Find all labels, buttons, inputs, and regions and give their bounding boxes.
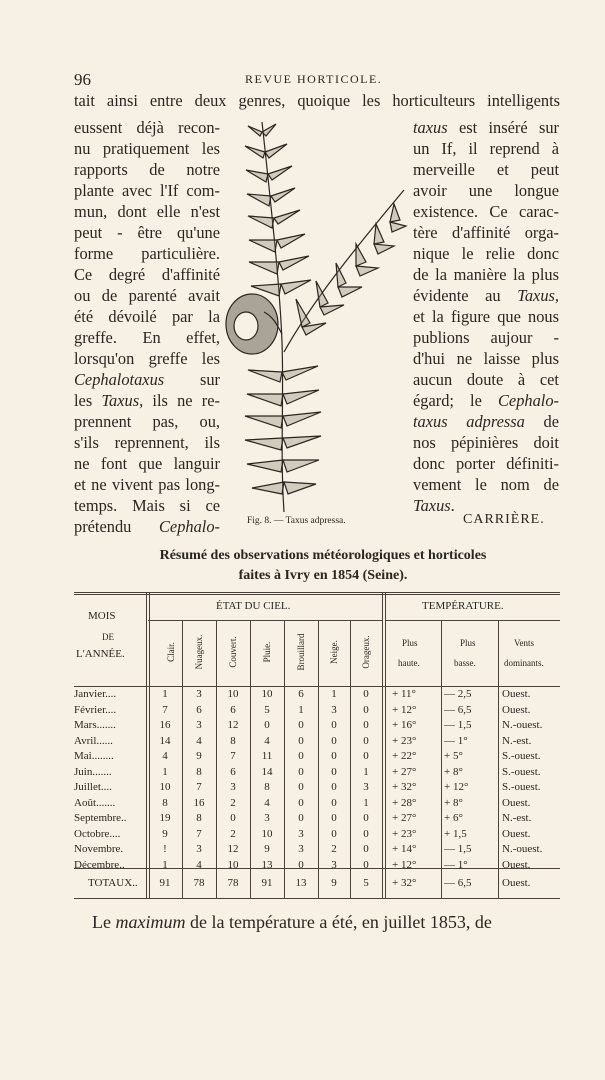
row-high-temp: + 12° [392, 858, 417, 871]
row-sky-value: 6 [196, 703, 202, 716]
left-line: s'ils reprennent, ils [74, 433, 220, 452]
col-orageux: Orageux. [361, 635, 371, 669]
row-sky-value: 0 [298, 719, 304, 731]
right-line: de la manière la plus [413, 265, 559, 284]
row-sky-value: 1 [363, 796, 369, 809]
right-line: publions aujour - [413, 328, 559, 347]
row-sky-value: 9 [264, 843, 270, 855]
row-sky-value: 7 [196, 827, 202, 840]
row-sky-value: ! [163, 843, 167, 855]
row-sky-value: 10 [227, 688, 239, 700]
totals-low-temp: — 6,5 [444, 877, 472, 889]
row-sky-value: 1 [162, 858, 168, 871]
right-line: et la figure que nous [413, 307, 559, 326]
summary-title [88, 546, 558, 586]
col-vents-2: dominants. [504, 658, 544, 668]
row-sky-value: 8 [196, 812, 202, 824]
totals-label: TOTAUX.. [88, 877, 138, 889]
temperature-header: TEMPÉRATURE. [422, 600, 504, 612]
right-line: évidente au Taxus, [413, 286, 559, 305]
emphasis-maximum: maximum [115, 912, 186, 932]
row-sky-value: 12 [227, 719, 239, 731]
etat-du-ciel-header: ÉTAT DU CIEL. [216, 600, 291, 612]
row-sky-value: 0 [331, 765, 337, 778]
row-sky-value: 0 [298, 781, 304, 793]
body-line: tait ainsi entre deux genres, quoique les horticulteurs intelligents [74, 91, 560, 110]
row-sky-value: 14 [261, 765, 273, 778]
row-month: Septembre.. [74, 812, 127, 824]
col-basse-1: Plus [460, 638, 476, 648]
mois-header-2: DE [102, 632, 114, 642]
row-sky-value: 0 [298, 765, 304, 778]
row-sky-value: 3 [196, 719, 202, 731]
row-low-temp: + 5° [444, 750, 463, 762]
right-line: nos pépinières doit [413, 433, 559, 452]
row-sky-value: 0 [298, 750, 304, 762]
figure-caption: Fig. 8. — Taxus adpressa. [247, 516, 346, 526]
row-month: Novembre. [74, 843, 124, 855]
body-line-bottom: Le maximum de la température a été, en juillet 1853, de [92, 912, 492, 932]
running-title: REVUE HORTICOLE. [245, 72, 383, 86]
row-wind: S.-ouest. [502, 781, 541, 793]
left-line: Cephalotaxus sur [74, 370, 220, 389]
left-line: mun, dont elle n'est [74, 202, 220, 221]
row-low-temp: + 1,5 [444, 827, 467, 840]
row-wind: Ouest. [502, 858, 531, 871]
right-line: avoir une longue [413, 181, 559, 200]
mois-header-1: MOIS [88, 610, 116, 622]
row-month: Juillet.... [74, 781, 112, 793]
row-sky-value: 8 [230, 734, 236, 747]
author-signature: CARRIÈRE. [463, 512, 545, 527]
totals-sky-value: 91 [159, 877, 171, 889]
row-sky-value: 14 [159, 734, 171, 747]
row-sky-value: 3 [264, 812, 270, 824]
row-sky-value: 0 [331, 827, 337, 840]
row-sky-value: 4 [264, 734, 270, 747]
row-sky-value: 6 [230, 703, 236, 716]
row-sky-value: 3 [196, 843, 202, 855]
row-sky-value: 16 [193, 796, 205, 809]
row-sky-value: 0 [331, 719, 337, 731]
row-month: Octobre.... [74, 827, 121, 840]
row-sky-value: 1 [162, 688, 168, 700]
row-sky-value: 8 [196, 765, 202, 778]
row-sky-value: 0 [331, 812, 337, 824]
row-sky-value: 2 [331, 843, 337, 855]
left-line: et ne vivent pas long- [74, 475, 220, 494]
right-line: vement le nom de [413, 475, 559, 494]
row-month: Décembre.. [74, 858, 125, 871]
left-line: prennent pas, ou, [74, 412, 220, 431]
row-high-temp: + 16° [392, 719, 417, 731]
right-line: nique le relie donc [413, 244, 559, 263]
row-sky-value: 2 [230, 827, 236, 840]
left-line: nu pratiquement les [74, 139, 220, 158]
page-number: 96 [74, 70, 91, 89]
row-month: Mai........ [74, 750, 114, 762]
right-line: aucun doute à cet [413, 370, 559, 389]
row-wind: N.-est. [502, 734, 532, 747]
right-line: d'hui ne laisse plus [413, 349, 559, 368]
row-sky-value: 0 [331, 734, 337, 747]
left-line: temps. Mais si ce [74, 496, 220, 515]
summary-title-line-1: Résumé des observations météorologiques et horticoles [159, 548, 487, 563]
row-wind: Ouest. [502, 827, 531, 840]
right-line: donc porter définiti- [413, 454, 559, 473]
row-sky-value: 0 [331, 796, 337, 809]
row-high-temp: + 12° [392, 703, 417, 716]
row-sky-value: 11 [261, 750, 273, 762]
row-month: Mars....... [74, 719, 116, 731]
row-month: Janvier.... [74, 688, 117, 700]
row-low-temp: — 1,5 [444, 843, 472, 855]
left-line: peut - être qu'une [74, 223, 220, 242]
row-sky-value: 10 [261, 827, 273, 840]
row-sky-value: 0 [363, 703, 369, 716]
row-low-temp: — 6,5 [444, 703, 472, 716]
row-wind: N.-est. [502, 812, 532, 824]
mois-header-3: L'ANNÉE. [76, 648, 125, 660]
row-sky-value: 0 [298, 812, 304, 824]
totals-sky-value: 5 [363, 877, 369, 889]
row-high-temp: + 22° [392, 750, 417, 762]
row-sky-value: 9 [162, 827, 168, 840]
row-sky-value: 5 [264, 703, 270, 716]
left-line: plante avec l'If com- [74, 181, 220, 200]
totals-sky-value: 78 [227, 877, 239, 889]
row-sky-value: 0 [298, 734, 304, 747]
col-haute-1: Plus [402, 638, 418, 648]
row-sky-value: 3 [298, 827, 304, 840]
row-sky-value: 13 [261, 858, 273, 871]
row-sky-value: 0 [331, 750, 337, 762]
row-sky-value: 0 [331, 781, 337, 793]
row-month: Avril...... [74, 734, 113, 747]
col-nuageux: Nuageux. [194, 634, 204, 670]
left-line: forme particulière. [74, 244, 220, 263]
row-sky-value: 1 [331, 688, 337, 700]
summary-title-line-2: faites à Ivry en 1854 (Seine). [238, 568, 408, 583]
row-sky-value: 0 [230, 812, 236, 824]
row-sky-value: 4 [162, 750, 168, 762]
left-line: ou de parenté avait [74, 286, 220, 305]
row-sky-value: 3 [196, 688, 202, 700]
row-high-temp: + 32° [392, 781, 417, 793]
row-month: Juin....... [74, 765, 112, 778]
row-sky-value: 6 [298, 688, 304, 700]
row-sky-value: 2 [230, 796, 236, 809]
taxus-branch-illustration [222, 112, 412, 514]
row-sky-value: 3 [331, 703, 337, 716]
row-low-temp: + 8° [444, 765, 463, 778]
row-sky-value: 19 [159, 812, 171, 824]
row-wind: Ouest. [502, 688, 531, 700]
row-sky-value: 0 [363, 843, 369, 855]
row-sky-value: 3 [331, 858, 337, 871]
row-high-temp: + 27° [392, 812, 417, 824]
weather-table [74, 592, 560, 900]
left-line: ne font que languir [74, 454, 220, 473]
row-sky-value: 7 [230, 750, 236, 762]
row-wind: N.-ouest. [502, 843, 543, 855]
right-line: un If, il reprend à [413, 139, 559, 158]
row-month: Février.... [74, 703, 117, 716]
row-low-temp: — 1° [444, 858, 468, 871]
row-high-temp: + 23° [392, 827, 417, 840]
left-line: rapports de notre [74, 160, 220, 179]
row-sky-value: 3 [230, 781, 236, 793]
row-wind: S.-ouest. [502, 750, 541, 762]
col-couvert: Couvert. [228, 636, 238, 668]
row-sky-value: 0 [363, 719, 369, 731]
row-sky-value: 9 [196, 750, 202, 762]
totals-wind: Ouest. [502, 877, 531, 889]
row-sky-value: 4 [196, 734, 202, 747]
row-wind: Ouest. [502, 796, 531, 809]
row-high-temp: + 11° [392, 688, 416, 700]
totals-high-temp: + 32° [392, 877, 417, 889]
totals-sky-value: 91 [261, 877, 273, 889]
row-low-temp: — 1,5 [444, 719, 472, 731]
right-line: Taxus. [413, 496, 455, 515]
row-high-temp: + 23° [392, 734, 417, 747]
row-sky-value: 16 [159, 719, 171, 731]
row-sky-value: 3 [363, 781, 369, 793]
row-sky-value: 0 [363, 688, 369, 700]
row-low-temp: + 8° [444, 796, 463, 809]
col-vents-1: Vents [514, 638, 534, 648]
col-haute-2: haute. [398, 658, 420, 668]
totals-sky-value: 9 [331, 877, 337, 889]
col-neige: Neige. [329, 640, 339, 664]
left-line: greffe. En effet, [74, 328, 220, 347]
row-sky-value: 1 [363, 765, 369, 778]
row-high-temp: + 27° [392, 765, 417, 778]
col-brouillard: Brouillard [296, 633, 306, 671]
right-line: taxus adpressa de [413, 412, 559, 431]
row-low-temp: — 1° [444, 734, 468, 747]
row-sky-value: 4 [196, 858, 202, 871]
left-line: été dévoilé par la [74, 307, 220, 326]
row-high-temp: + 14° [392, 843, 417, 855]
row-wind: N.-ouest. [502, 719, 543, 731]
row-sky-value: 0 [363, 812, 369, 824]
row-sky-value: 10 [261, 688, 273, 700]
row-sky-value: 8 [162, 796, 168, 809]
row-sky-value: 12 [227, 843, 239, 855]
right-line: taxus est inséré sur [413, 118, 559, 137]
row-high-temp: + 28° [392, 796, 417, 809]
right-line: égard; le Cephalo- [413, 391, 559, 410]
row-sky-value: 1 [298, 703, 304, 716]
row-month: Août....... [74, 796, 116, 809]
row-low-temp: + 12° [444, 781, 469, 793]
row-sky-value: 8 [264, 781, 270, 793]
row-sky-value: 0 [363, 858, 369, 871]
row-sky-value: 0 [264, 719, 270, 731]
row-sky-value: 6 [230, 765, 236, 778]
row-sky-value: 0 [363, 734, 369, 747]
right-line: existence. Ce carac- [413, 202, 559, 221]
row-low-temp: — 2,5 [444, 688, 472, 700]
col-basse-2: basse. [454, 658, 476, 668]
left-line: les Taxus, ils ne re- [74, 391, 220, 410]
left-line: lorsqu'on greffe les [74, 349, 220, 368]
row-sky-value: 7 [162, 703, 168, 716]
right-line: merveille et peut [413, 160, 559, 179]
col-clair: Clair. [166, 642, 176, 662]
left-line: prétendu Cephalo- [74, 517, 220, 536]
right-line: tère d'affinité orga- [413, 223, 559, 242]
row-sky-value: 0 [298, 858, 304, 871]
row-sky-value: 4 [264, 796, 270, 809]
row-sky-value: 3 [298, 843, 304, 855]
row-sky-value: 10 [159, 781, 171, 793]
row-wind: S.-ouest. [502, 765, 541, 778]
row-sky-value: 0 [363, 750, 369, 762]
row-sky-value: 1 [162, 765, 168, 778]
col-pluie: Pluie. [262, 641, 272, 663]
row-low-temp: + 6° [444, 812, 463, 824]
row-sky-value: 7 [196, 781, 202, 793]
row-wind: Ouest. [502, 703, 531, 716]
totals-sky-value: 13 [295, 877, 307, 889]
row-sky-value: 0 [298, 796, 304, 809]
left-line: eussent déjà recon- [74, 118, 220, 137]
totals-sky-value: 78 [193, 877, 205, 889]
row-sky-value: 0 [363, 827, 369, 840]
row-sky-value: 10 [227, 858, 239, 871]
left-line: Ce degré d'affinité [74, 265, 220, 284]
